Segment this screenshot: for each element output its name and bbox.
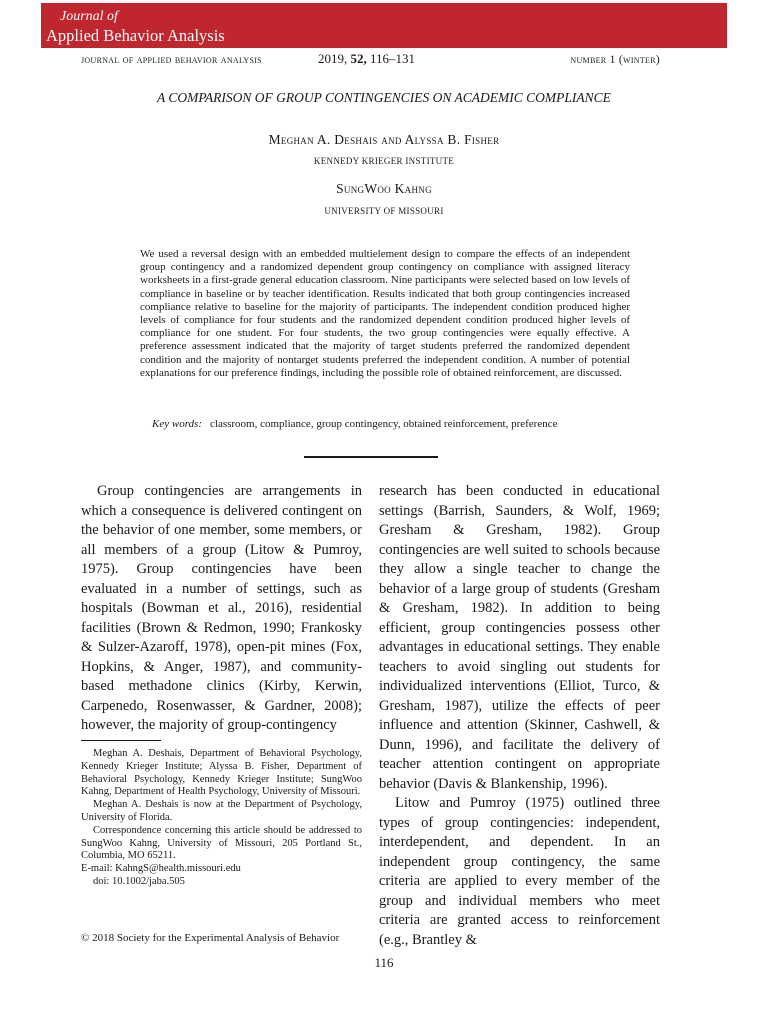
running-header-issue: number 1 (winter): [570, 54, 660, 66]
journal-banner-line1: Journal of: [60, 9, 118, 24]
running-header-citation: [318, 52, 415, 66]
journal-banner: [41, 3, 727, 48]
citation-volume: 52,: [350, 51, 367, 66]
citation-pages: 116–131: [370, 51, 416, 66]
body-paragraph: Litow and Pumroy (1975) outlined three types of group contingencies: independent, interdependent, and dependent. In an independent group contingency, the same criteria are applied to every member of the group and individual members who meet criteria are granted access to reinforcement (e.g., Brantley &: [379, 795, 660, 948]
authors-line-1: Meghan A. Deshais and Alyssa B. Fisher: [268, 132, 500, 147]
abstract-text: We used a reversal design with an embedded multielement design to compare the effects of an independent group contingency and a randomized dependent group contingency on compliance with assigned literacy worksheets in a first-grade general education classroom. Nine participants were selected based on low levels of compliance in baseline or by teacher identification. Results indicated that both group contingencies increased compliance relative to baseline for the majority of participants. The independent condition produced higher levels of compliance for four students and the randomized dependent condition produced higher levels of compliance for one student. For four students, the two group contingencies were equally effective. A preference assessment indicated that the majority of target students preferred the randomized dependent condition and the majority of nontarget students preferred the independent condition. A number of potential explanations for our preference findings, including the possible role of obtained reinforcement, are discussed.: [140, 248, 630, 379]
keywords-text: classroom, compliance, group contingency, obtained reinforcement, preference: [210, 418, 558, 430]
footnote-doi: doi: 10.1002/jaba.505: [93, 875, 185, 887]
body-right-column: [379, 482, 660, 950]
footnote-now-at: Meghan A. Deshais is now at the Department of Psychology, University of Florida.: [81, 799, 362, 823]
section-divider: [304, 456, 438, 458]
citation-year: 2019,: [318, 51, 348, 66]
body-paragraph: Group contingencies are arrangements in which a consequence is delivered contingent on the behavior of one member, some members, or all members of a group (Litow & Pumroy, 1975). Group contingencies have been evaluated in a number of settings, such as hospitals (Bowman et al., 2016), residential facilities (Brown & Redmon, 1990; Frankosky & Sulzer-Azaroff, 1978), open-pit mines (Fox, Hopkins, & Anger, 1987), and community-based methadone clinics (Kirby, Kerwin, Carpenedo, Rosenwasser, & Gardner, 2008); however, the majority of group-contingency: [81, 483, 362, 733]
footnote-email: E-mail: KahngS@health.missouri.edu: [81, 863, 241, 875]
authors-line-2: SungWoo Kahng: [336, 181, 432, 196]
keywords: [152, 418, 558, 430]
body-left-column: [81, 482, 362, 736]
affiliation-1: KENNEDY KRIEGER INSTITUTE: [313, 156, 455, 166]
footnote-author-info: Meghan A. Deshais, Department of Behavioral Psychology, Kennedy Krieger Institute; Alyssa B. Fisher, Department of Behavioral Psychology, Kennedy Krieger Institute; SungWoo Kahng, Department of Health Psychology, University of Missouri.: [81, 748, 362, 798]
keywords-label: Key words:: [152, 418, 203, 430]
journal-banner-title: Applied Behavior Analysis: [46, 26, 225, 45]
affiliation-2: UNIVERSITY OF MISSOURI: [324, 206, 444, 216]
page-number: 116: [374, 955, 394, 970]
running-header-journal: journal of applied behavior analysis: [81, 54, 262, 66]
article-title: A COMPARISON OF GROUP CONTINGENCIES ON ACADEMIC COMPLIANCE: [157, 90, 611, 105]
copyright: © 2018 Society for the Experimental Analysis of Behavior: [81, 932, 340, 944]
body-paragraph: research has been conducted in educational settings (Barrish, Saunders, & Wolf, 1969; Gresham & Gresham, 1982). Group contingencies are well suited to schools because they allow a single teacher to change the behavior of a large group of students (Gresham & Gresham, 1982). In addition to being efficient, group contingencies possess other advantages in educational settings. They enable teachers to avoid singling out students for individualized interventions (Elliot, Turco, & Gresham, 1987), utilize the effects of peer influence and attention (Skinner, Cashwell, & Dunn, 1996), and facilitate the delivery of teacher attention contingent on appropriate behavior (Davis & Blankenship, 1996).: [379, 483, 660, 792]
footnote-correspondence: Correspondence concerning this article should be addressed to SungWoo Kahng, University of Missouri, 205 Portland St., Columbia, MO 65211.: [81, 824, 362, 862]
abstract: [140, 248, 630, 380]
footnote-divider: [81, 740, 161, 741]
footnotes: [81, 748, 362, 889]
